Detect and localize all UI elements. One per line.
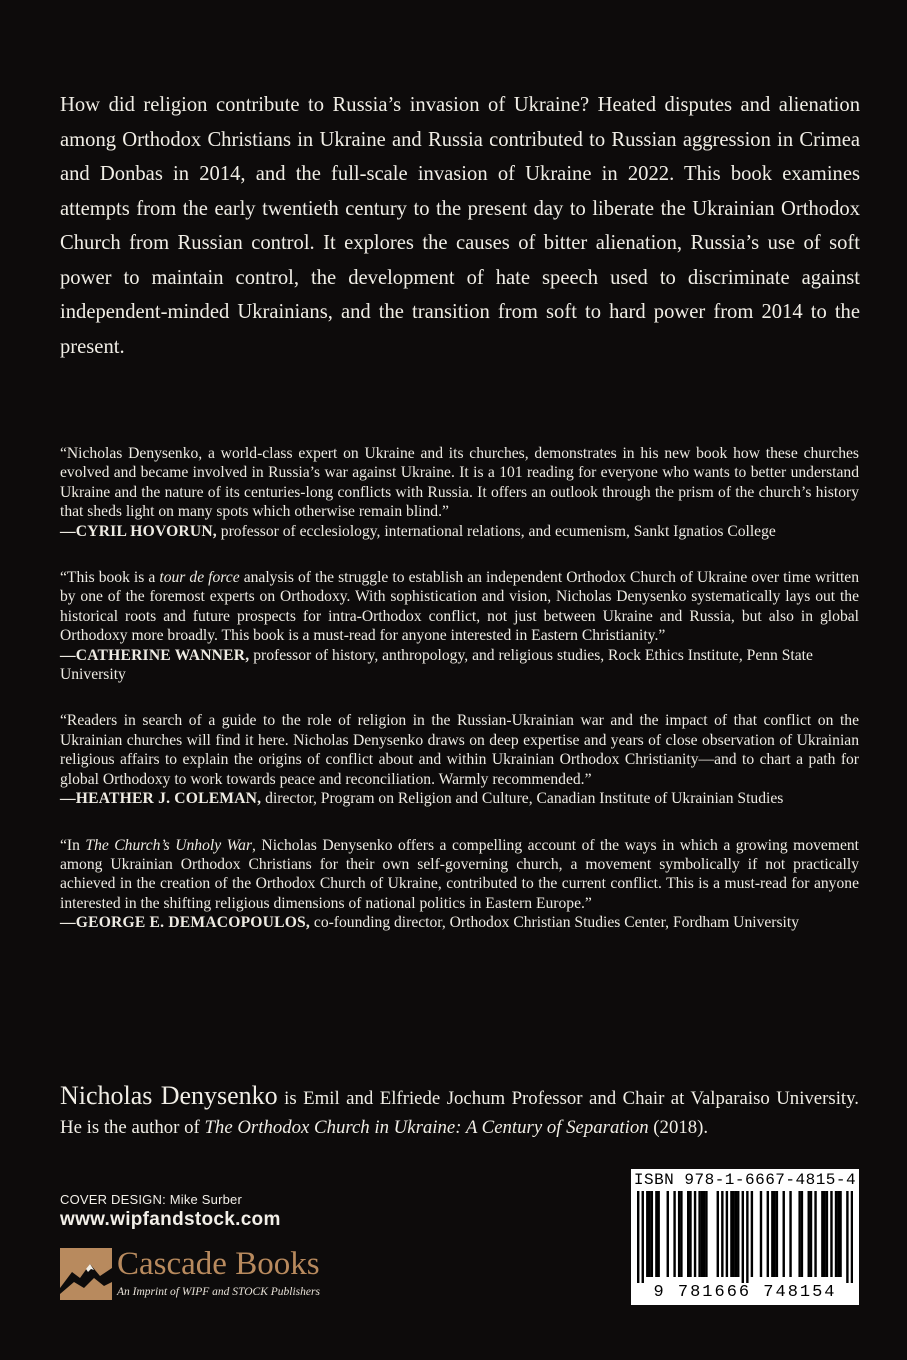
publisher-website: www.wipfandstock.com [60, 1209, 281, 1230]
endorsement-attribution [60, 522, 859, 541]
barcode-bar [735, 1191, 737, 1277]
barcode-bar [648, 1191, 650, 1277]
bio-text: is Emil and Elfriede Jochum Professor and Chair at Valparaiso University. He is the author of [60, 1088, 860, 1138]
barcode-bar [651, 1191, 653, 1277]
barcode-bar [776, 1191, 778, 1277]
barcode-bar [839, 1191, 841, 1277]
barcode-bar [760, 1191, 762, 1277]
barcode-bar [798, 1191, 800, 1277]
quote-text: , Nicholas Denysenko offers a compelling account of the ways in which a growing movement among Ukrainian Orthodox Christians for their own self-governing church, a movement symbolically if not practically achieved in the creation of the Orthodox Church of Ukraine, contributed to the current conflict. This is a must-read for anyone interested in the shifting religious dimensions of national politics in Eastern Europe.” [60, 836, 860, 912]
barcode-bar [814, 1191, 816, 1277]
barcode-bar [657, 1191, 659, 1277]
publisher-imprint: An Imprint of WIPF and STOCK Publishers [117, 1286, 320, 1298]
endorsement-coleman [60, 711, 859, 808]
endorser-affiliation: director, Program on Religion and Culture, Canadian Institute of Ukrainian Studies [261, 790, 784, 808]
barcode-bar [846, 1191, 848, 1283]
endorser-name: —GEORGE E. DEMACOPOULOS, [60, 914, 310, 932]
endorsement-attribution [60, 789, 859, 808]
publisher-logo [60, 1244, 380, 1304]
barcode-bar [737, 1191, 739, 1277]
endorsements [60, 444, 859, 960]
barcode-bar [701, 1191, 703, 1277]
barcode-bar [655, 1191, 657, 1277]
endorsement-quote [60, 836, 859, 914]
endorsement-quote: “Readers in search of a guide to the role of religion in the Russian-Ukrainian war and the impact of that conflict on the Ukrainian churches will find it here. Nicholas Denysenko draws on deep expertise and years of close observation of Ukrainian religious affairs to explain the origins of conflict about and within Ukrainian Orthodox Christianity—and to chart a path for global Orthodoxy to work towards peace and reconciliation. Warmly recommended.” [60, 712, 859, 788]
cover-design-credit: COVER DESIGN: Mike Surber [60, 1192, 242, 1207]
endorser-affiliation: professor of history, anthropology, and religious studies, Rock Ethics Institute, Penn State University [60, 646, 813, 684]
barcode-bar [726, 1191, 728, 1277]
barcode-bar [721, 1191, 723, 1277]
author-name: Nicholas Denysenko [60, 1081, 278, 1110]
barcode-bar [771, 1191, 773, 1277]
endorser-affiliation: co-founding director, Orthodox Christian Studies Center, Fordham University [310, 914, 800, 932]
endorsement-demacopoulos [60, 836, 859, 933]
barcode-digits: 9 781666 748154 [653, 1283, 837, 1302]
barcode-bar [783, 1191, 785, 1277]
barcode-bar [698, 1191, 700, 1277]
credits [60, 1192, 281, 1231]
barcode-bar [751, 1191, 753, 1277]
barcode-bar [637, 1191, 639, 1283]
barcode-bar [851, 1191, 853, 1283]
endorsement-hovorun [60, 444, 859, 541]
barcode-bar [810, 1191, 812, 1277]
barcode-bar [694, 1191, 696, 1277]
barcode-bar [689, 1191, 691, 1277]
endorser-name: —CYRIL HOVORUN, [60, 522, 217, 540]
barcode-bar [773, 1191, 775, 1277]
isbn-barcode [631, 1169, 859, 1305]
bio-book-title: The Orthodox Church in Ukraine: A Century of Separation [204, 1117, 649, 1138]
barcode-bar [837, 1191, 839, 1277]
barcode-bar [680, 1191, 682, 1277]
endorser-name: —CATHERINE WANNER, [60, 646, 250, 664]
book-description: How did religion contribute to Russia’s invasion of Ukraine? Heated disputes and alienation among Orthodox Christians in Ukraine and Russia contributed to Russian aggression in Crimea and Donbas in 2014, and the full-scale invasion of Ukraine in 2022. This book examines attempts from the early twentieth century to the present day to liberate the Ukrainian Orthodox Church from Russian control. It explores the causes of bitter alienation, Russia’s use of soft power to maintain control, the development of hate speech used to discriminate against independent-minded Ukrainians, and the transition from soft to hard power from 2014 to the present. [60, 94, 860, 358]
barcode-bar [678, 1191, 680, 1277]
bio-text: (2018). [648, 1117, 709, 1138]
quote-text: analysis of the struggle to establish an independent Orthodox Church of Ukraine over time written by one of the foremost experts on Orthodoxy. With sophistication and vision, Nicholas Denysenko systematically lays out the historical roots and future prospects for intra-Orthodox conflict, not just between Ukraine and Russia, but also in global Orthodoxy more broadly. This book is a must-read for anyone interested in Eastern Christianity.” [60, 569, 859, 645]
endorsement-quote: “Nicholas Denysenko, a world-class expert on Ukraine and its churches, demonstrates in his new book how these churches evolved and became involved in Russia’s war against Ukraine. It is a 101 reading for everyone who wants to better understand Ukraine and the nature of its centuries-long conflicts with Russia. It offers an outlook through the prism of the church’s history that sheds light on many spots which otherwise remain blind.” [60, 445, 859, 521]
barcode-bar [826, 1191, 828, 1277]
endorsement-quote [60, 568, 859, 646]
barcode-bar [835, 1191, 837, 1277]
barcode-bar [667, 1191, 669, 1277]
barcode-bar [703, 1191, 705, 1277]
quote-italic: The Church’s Unholy War [85, 836, 253, 854]
barcode-bar [821, 1191, 823, 1277]
barcode-bar [830, 1191, 832, 1277]
barcode-bar [687, 1191, 689, 1277]
barcode-bar [746, 1191, 748, 1283]
barcode-bar [646, 1191, 648, 1277]
quote-italic: tour de force [159, 569, 240, 587]
barcode-bar [673, 1191, 675, 1277]
barcode-bar [717, 1191, 719, 1277]
endorsement-attribution [60, 646, 859, 685]
barcode-bar [823, 1191, 825, 1277]
barcode-bar [730, 1191, 732, 1277]
barcode-bar [642, 1191, 644, 1283]
barcode-bar [808, 1191, 810, 1277]
author-bio [60, 1081, 859, 1142]
barcode-bar [801, 1191, 803, 1277]
quote-text: “This book is a [60, 569, 160, 587]
barcode-bar [789, 1191, 791, 1277]
barcode-bar [742, 1191, 744, 1283]
publisher-name: Cascade Books [117, 1246, 320, 1282]
endorsement-attribution [60, 913, 859, 932]
barcode-bar [705, 1191, 707, 1277]
barcode-bar [767, 1191, 769, 1277]
isbn-label: ISBN 978-1-6667-4815-4 [633, 1171, 857, 1189]
barcode-bars [637, 1191, 853, 1283]
endorser-name: —HEATHER J. COLEMAN, [60, 790, 262, 808]
endorsement-wanner [60, 568, 859, 684]
quote-text: “In [60, 836, 86, 854]
mountain-logo-icon [60, 1248, 112, 1300]
endorser-affiliation: professor of ecclesiology, international relations, and ecumenism, Sankt Ignatios College [216, 522, 776, 540]
barcode-bar [732, 1191, 734, 1277]
